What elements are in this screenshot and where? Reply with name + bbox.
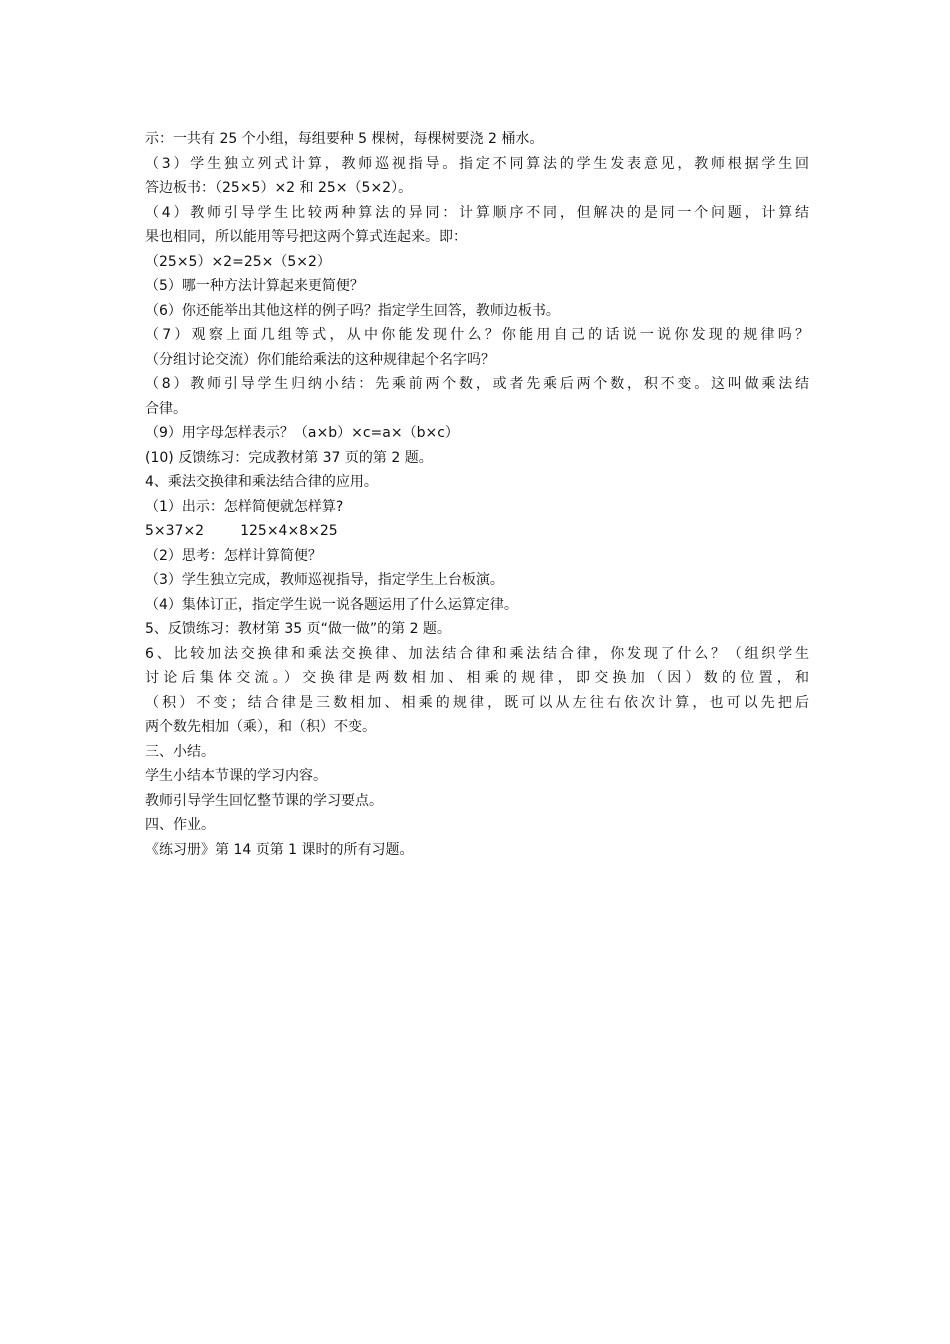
text-line: （分组讨论交流）你们能给乘法的这种规律起个名字吗？	[145, 351, 495, 368]
text-line: （5）哪一种方法计算起来更简便？	[145, 278, 364, 294]
text-line: 示：一共有 25 个小组，每组要种 5 棵树，每棵树要浇 2 桶水。	[145, 131, 544, 147]
calculation-a: 5×37×2	[145, 523, 205, 539]
text-line: 两个数先相加（乘），和（积）不变。	[145, 719, 376, 735]
text-line: （2）思考：怎样计算简便？	[145, 547, 322, 564]
text-line: 学生小结本节课的学习内容。	[145, 768, 327, 784]
text-line: （8）教师引导学生归纳小结：先乘前两个数，或者先乘后两个数，积不变。这叫做乘法结	[145, 376, 809, 392]
calculation-b: 125×4×8×25	[240, 523, 338, 539]
text-line: （积）不变；结合律是三数相加、相乘的规律，既可以从左往右依次计算，也可以先把后	[145, 694, 809, 711]
section-heading: 4、乘法交换律和乘法结合律的应用。	[145, 474, 378, 490]
calculation-line	[145, 519, 809, 544]
text-line: （3）学生独立完成，教师巡视指导，指定学生上台板演。	[145, 572, 504, 588]
formula-line: （9）用字母怎样表示？（a×b）×c=a×（b×c）	[145, 425, 459, 441]
text-line: 《练习册》第 14 页第 1 课时的所有习题。	[145, 841, 414, 858]
text-line: （6）你还能举出其他这样的例子吗？指定学生回答，教师边板书。	[145, 302, 560, 319]
text-line: (10) 反馈练习：完成教材第 37 页的第 2 题。	[145, 449, 433, 466]
text-line: （3）学生独立列式计算，教师巡视指导。指定不同算法的学生发表意见，教师根据学生回	[145, 155, 809, 172]
section-heading: 三、小结。	[145, 743, 215, 760]
text-line: 教师引导学生回忆整节课的学习要点。	[145, 792, 383, 809]
text-line: （1）出示：怎样简便就怎样算?	[145, 498, 344, 515]
equation-line: （25×5）×2=25×（5×2）	[145, 253, 331, 270]
text-line: （4）教师引导学生比较两种算法的异同：计算顺序不同，但解决的是同一个问题，计算结	[145, 204, 809, 221]
text-line: 讨论后集体交流。）交换律是两数相加、相乘的规律，即交换加（因）数的位置，和	[145, 670, 809, 686]
text-line: （7）观察上面几组等式，从中你能发现什么？你能用自己的话说一说你发现的规律吗？	[145, 327, 809, 343]
text-line: （4）集体订正，指定学生说一说各题运用了什么运算定律。	[145, 596, 518, 613]
section-heading: 四、作业。	[145, 817, 215, 833]
text-line: 答边板书：（25×5）×2 和 25×（5×2）。	[145, 180, 413, 196]
text-line: 6、比较加法交换律和乘法交换律、加法结合律和乘法结合律，你发现了什么？（组织学生	[145, 645, 809, 662]
section-heading: 5、反馈练习：教材第 35 页“做一做”的第 2 题。	[145, 621, 451, 637]
document-body	[145, 127, 809, 862]
text-line: 合律。	[145, 400, 187, 417]
text-line: 果也相同，所以能用等号把这两个算式连起来。即：	[145, 229, 467, 245]
